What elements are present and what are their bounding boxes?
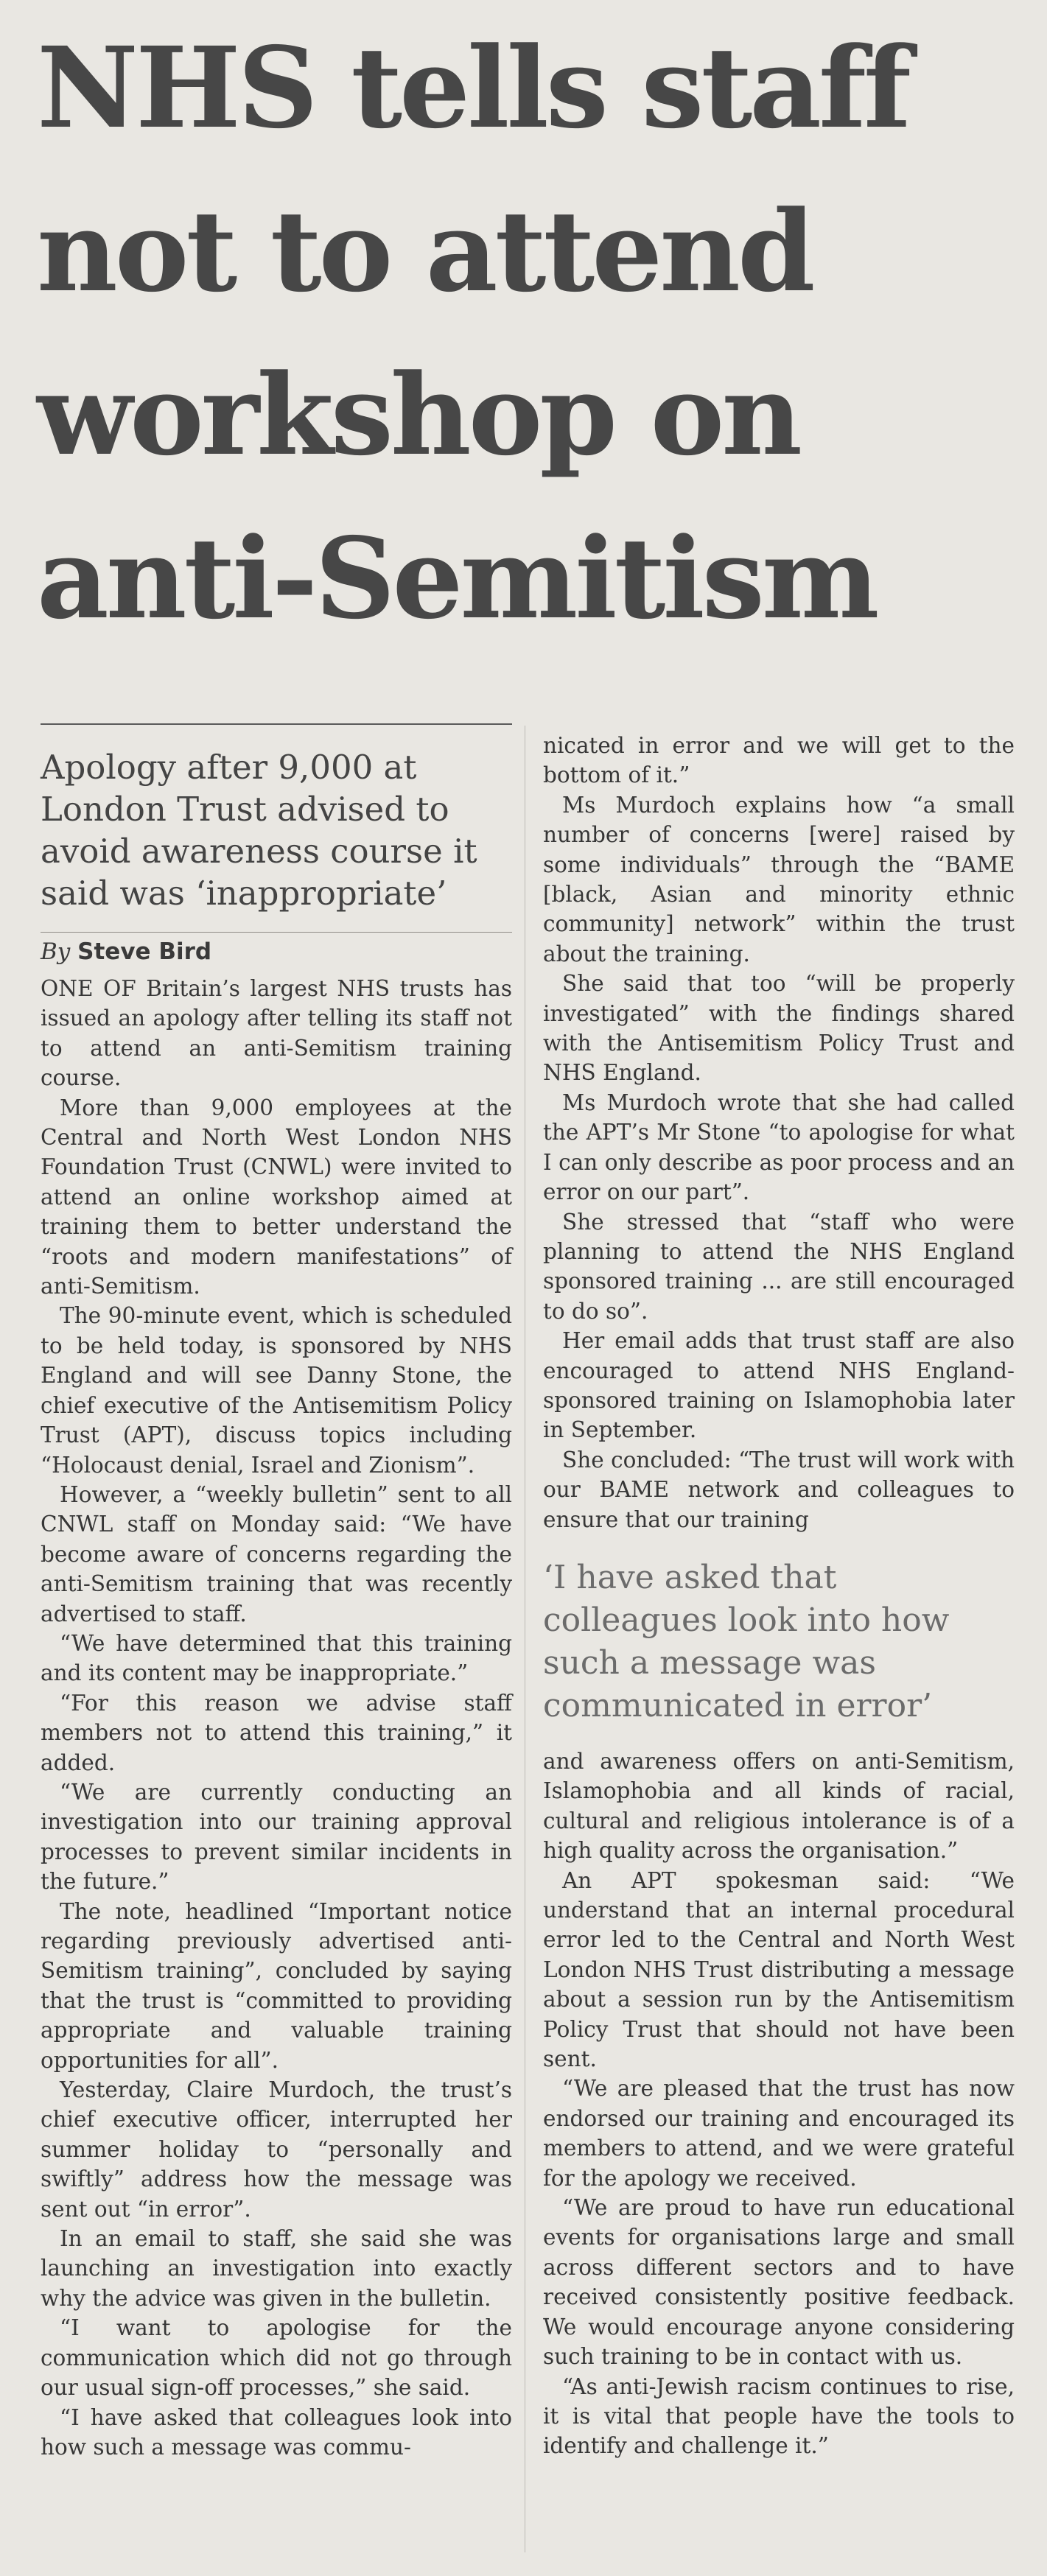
paragraph: “For this reason we advise staff members not to attend this training,” it added. xyxy=(41,1690,512,1775)
standfirst-block xyxy=(41,733,512,914)
paragraph: More than 9,000 employees at the Central and North West London NHS Foundation Trust (CNWL) were invited to attend an online workshop aimed at training them to better understand the “roots and modern manifestations” of anti-Semitism. xyxy=(41,1095,512,1299)
article-column-right xyxy=(543,731,1015,2461)
headline-line: workshop on xyxy=(37,349,800,480)
paragraph: “We are proud to have run educational events for organisations large and small across different sectors and to have received consistently positive feedback. We would encourage anyone considering such training to be in contact with us. xyxy=(543,2195,1015,2370)
paragraph: “I want to apologise for the communication which did not go through our usual sign-off processes,” she said. xyxy=(41,2315,512,2401)
paragraph: “We are pleased that the trust has now endorsed our training and encouraged its members to attend, and we were grateful for the apology we received. xyxy=(543,2076,1015,2191)
headline xyxy=(37,6,1024,660)
byline-prefix: By xyxy=(41,938,71,965)
headline-line: anti-Semitism xyxy=(37,513,877,644)
paragraph: Ms Murdoch explains how “a small number of concerns [were] raised by some individuals” through the “BAME [black, Asian and minority ethnic community] network” within the trust about the training. xyxy=(543,792,1015,966)
paragraph: She stressed that “staff who were planning to attend the NHS England sponsored training ... are still encouraged to do so”. xyxy=(543,1209,1015,1324)
paragraph: ONE OF Britain’s largest NHS trusts has issued an apology after telling its staff not to attend an anti-Semitism training course. xyxy=(41,976,512,1091)
byline xyxy=(41,934,211,969)
headline-line: not to attend xyxy=(37,186,813,317)
paragraph: She said that too “will be properly investigated” with the findings shared with the Antisemitism Policy Trust and NHS England. xyxy=(543,971,1015,1086)
paragraph: In an email to staff, she said she was launching an investigation into exactly why the advice was given in the bulletin. xyxy=(41,2226,512,2311)
standfirst-top-rule xyxy=(41,723,512,725)
paragraph: She concluded: “The trust will work with our BAME network and colleagues to ensure that our training xyxy=(543,1447,1015,1532)
paragraph: and awareness offers on anti-Semitism, Islamophobia and all kinds of racial, cultural and religious intolerance is of a high quality across the organisation.” xyxy=(543,1748,1015,1864)
article-column-left xyxy=(41,974,512,2462)
paragraph: “We are currently conducting an investigation into our training approval processes to prevent similar incidents in the future.” xyxy=(41,1779,512,1895)
pull-quote: ‘I have asked that colleagues look into how such a message was communicated in error’ xyxy=(543,1558,950,1724)
paragraph: Yesterday, Claire Murdoch, the trust’s chief executive officer, interrupted her summer holiday to “personally and swiftly” address how the message was sent out “in error”. xyxy=(41,2077,512,2222)
byline-author: Steve Bird xyxy=(77,938,212,965)
paragraph: nicated in error and we will get to the bottom of it.” xyxy=(543,733,1015,788)
paragraph: Ms Murdoch wrote that she had called the APT’s Mr Stone “to apologise for what I can only describe as poor process and an error on our part”. xyxy=(543,1089,1015,1205)
paragraph: “We have determined that this training and its content may be inappropriate.” xyxy=(41,1630,512,1686)
paragraph: The 90-minute event, which is scheduled to be held today, is sponsored by NHS England and will see Danny Stone, the chief executive of the Antisemitism Policy Trust (APT), discuss topics including “Holocaust denial, Israel and Zionism”. xyxy=(41,1303,512,1478)
headline-line: NHS tells staff xyxy=(37,22,908,153)
paragraph: “I have asked that colleagues look into how such a message was commu- xyxy=(41,2404,512,2460)
paragraph: Her email adds that trust staff are also encouraged to attend NHS England-sponsored training on Islamophobia later in September. xyxy=(543,1328,1015,1443)
standfirst: Apology after 9,000 at London Trust advised to avoid awareness course it said was ‘inappropriate’ xyxy=(41,748,477,913)
paragraph: The note, headlined “Important notice regarding previously advertised anti-Semitism training”, concluded by saying that the trust is “committed to providing appropriate and valuable training opportunities for all”. xyxy=(41,1898,512,2073)
paragraph: However, a “weekly bulletin” sent to all CNWL staff on Monday said: “We have become aware of concerns regarding the anti-Semitism training that was recently advertised to staff. xyxy=(41,1481,512,1626)
paragraph: “As anti-Jewish racism continues to rise, it is vital that people have the tools to identify and challenge it.” xyxy=(543,2373,1015,2459)
byline-rule xyxy=(41,932,512,933)
paragraph: An APT spokesman said: “We understand that an internal procedural error led to the Central and North West London NHS Trust distributing a message about a session run by the Antisemitism Policy Trust that should not have been sent. xyxy=(543,1867,1015,2072)
